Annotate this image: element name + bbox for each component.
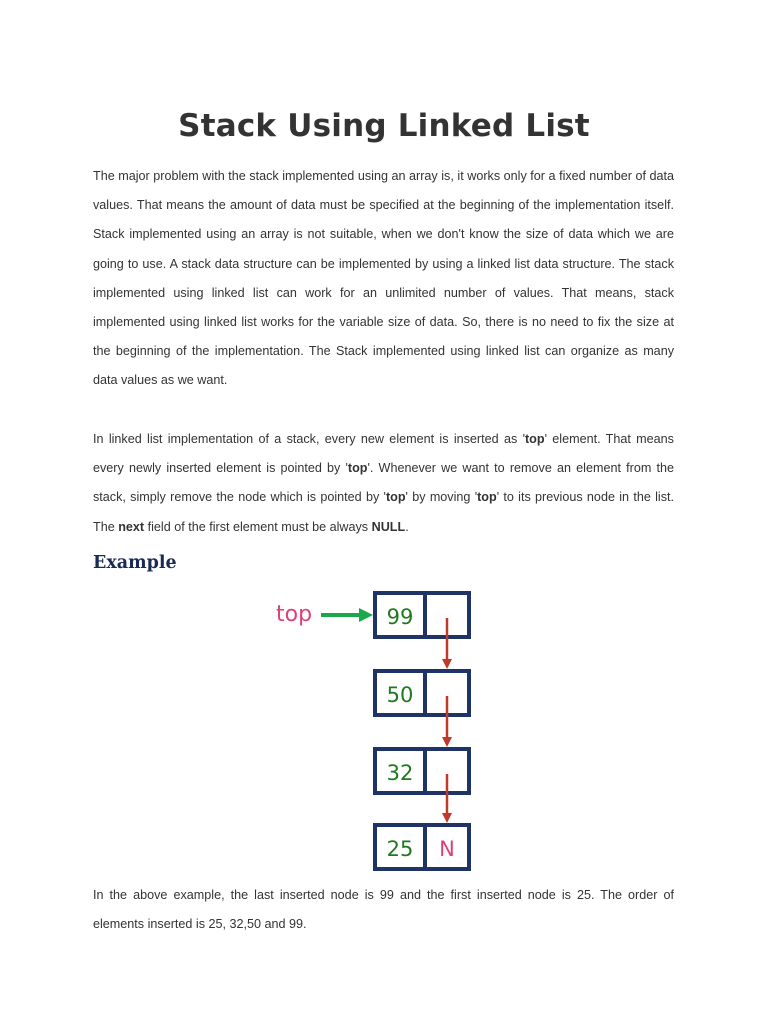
bold-top: top — [477, 490, 497, 505]
node-value: 50 — [386, 683, 414, 707]
node-value: 32 — [386, 761, 414, 785]
bold-top: top — [524, 432, 545, 446]
linked-list-diagram — [270, 588, 480, 878]
bold-next: next — [118, 519, 145, 534]
bold-top: top — [347, 461, 368, 476]
text-run: field of the first element must be always — [144, 519, 372, 534]
node-next: N — [439, 837, 455, 861]
page-title: Stack Using Linked List — [178, 108, 590, 144]
text-run: ' element. That means every newly inserted element is pointed by ' — [93, 432, 674, 476]
example-heading: Example — [93, 553, 177, 573]
node-value: 99 — [386, 605, 414, 629]
bold-top: top — [385, 490, 406, 505]
node-value: 25 — [386, 837, 414, 861]
stack-node — [375, 749, 469, 793]
text-run: '. Whenever we want to remove an element from the stack, simply remove the node which is pointed by ' — [93, 461, 674, 505]
implementation-paragraph — [93, 425, 674, 542]
text-run: . — [405, 519, 409, 534]
stack-node — [375, 671, 469, 715]
top-label: top — [276, 602, 313, 627]
text-run: ' by moving ' — [405, 490, 478, 505]
stack-node — [375, 593, 469, 637]
bold-null: NULL — [371, 519, 406, 534]
intro-paragraph: The major problem with the stack implemented using an array is, it works only for a fixed number of data values. That means the amount of data must be specified at the beginning of the implementation itself. Stack implemented using an array is not suitable, when we don't know the size of data which we are going to use. A stack data structure can be implemented by using a linked list data structure. The stack implemented using linked list can work for an unlimited number of values. That means, stack implemented using linked list works for the variable size of data. So, there is no need to fix the size at the beginning of the implementation. The Stack implemented using linked list can organize as many data values as we want. — [93, 169, 674, 388]
text-run: ' to its previous node in the list. The — [93, 490, 674, 534]
summary-paragraph: In the above example, the last inserted node is 99 and the first inserted node is 25. The order of elements inserted is 25, 32,50 and 99. — [93, 888, 674, 932]
stack-node — [375, 825, 469, 869]
text-run: In linked list implementation of a stack, every new element is inserted as ' — [93, 432, 525, 446]
